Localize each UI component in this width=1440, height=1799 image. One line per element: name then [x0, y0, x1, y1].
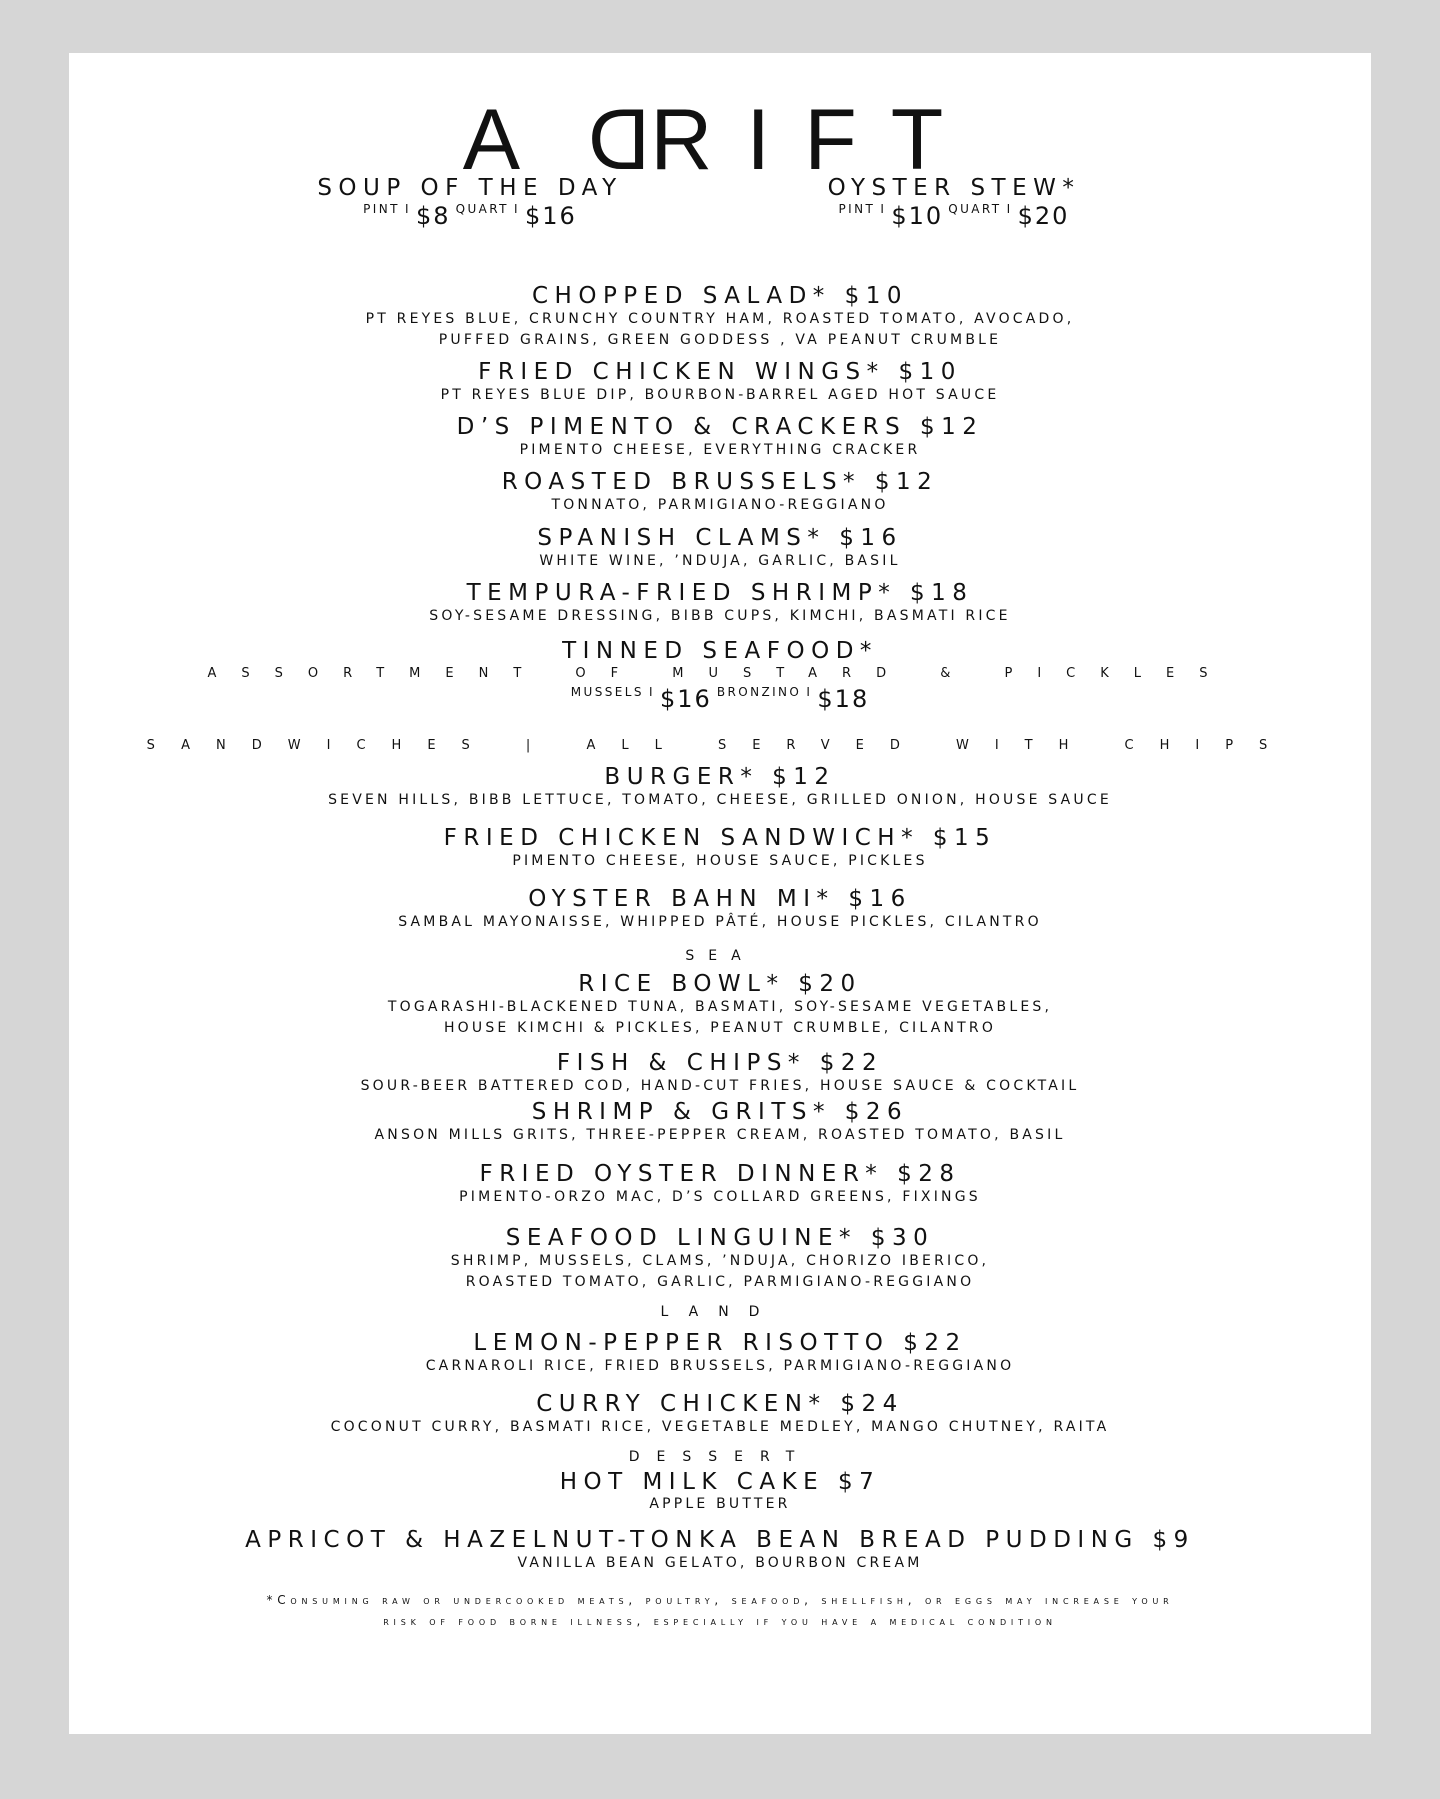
- item-desc: PT REYES BLUE, CRUNCHY COUNTRY HAM, ROASTED TOMATO, AVOCADO,: [365, 311, 1075, 327]
- item-title: LEMON-PEPPER RISOTTO $22: [473, 1330, 967, 1356]
- separator: I: [880, 202, 887, 216]
- soup-pint-label: PINT: [363, 202, 400, 216]
- tinned-subtitle: ASSORTMENT OF MUSTARD & PICKLES: [207, 666, 1233, 681]
- item-title: SHRIMP & GRITS* $26: [531, 1099, 909, 1125]
- stew-title: OYSTER STEW*: [827, 175, 1081, 201]
- logo-letter: I: [746, 92, 805, 188]
- item-title: FRIED CHICKEN SANDWICH* $15: [443, 825, 997, 851]
- item-desc: SOUR-BEER BATTERED COD, HAND-CUT FRIES, HOUSE SAUCE & COCKTAIL: [360, 1078, 1080, 1094]
- item-title: FRIED CHICKEN WINGS* $10: [478, 359, 962, 385]
- item-desc: TONNATO, PARMIGIANO-REGGIANO: [551, 497, 889, 513]
- soup-title: SOUP OF THE DAY: [317, 175, 623, 201]
- separator: I: [513, 202, 520, 216]
- logo-letter: T: [890, 92, 978, 188]
- soup-prices: [290, 202, 650, 230]
- soup-quart-price: $16: [525, 202, 577, 230]
- bronzino-label: BRONZINO: [716, 685, 802, 699]
- item-title: RICE BOWL* $20: [578, 971, 862, 997]
- separator: I: [1006, 202, 1013, 216]
- land-header: LAND: [660, 1304, 780, 1320]
- item-desc: CARNAROLI RICE, FRIED BRUSSELS, PARMIGIANO-REGGIANO: [425, 1358, 1015, 1374]
- separator: I: [648, 685, 655, 699]
- item-desc: SHRIMP, MUSSELS, CLAMS, ’NDUJA, CHORIZO IBERICO,: [450, 1253, 990, 1269]
- item-title: CHOPPED SALAD* $10: [531, 283, 908, 309]
- item-desc: ROASTED TOMATO, GARLIC, PARMIGIANO-REGGIANO: [465, 1274, 975, 1290]
- stew-quart-price: $20: [1017, 202, 1070, 230]
- stew-prices: [774, 202, 1134, 230]
- item-desc: VANILLA BEAN GELATO, BOURBON CREAM: [517, 1555, 923, 1571]
- item-title: ROASTED BRUSSELS* $12: [501, 469, 939, 495]
- item-desc: ANSON MILLS GRITS, THREE-PEPPER CREAM, ROASTED TOMATO, BASIL: [374, 1127, 1066, 1143]
- separator: I: [404, 202, 411, 216]
- item-desc: PUFFED GRAINS, GREEN GODDESS , VA PEANUT CRUMBLE: [438, 332, 1002, 348]
- mussels-price: $16: [659, 685, 712, 713]
- item-title: APRICOT & HAZELNUT-TONKA BEAN BREAD PUDDING $9: [245, 1527, 1195, 1553]
- tinned-prices: [69, 685, 1371, 713]
- item-title: FRIED OYSTER DINNER* $28: [479, 1161, 961, 1187]
- tinned-title: TINNED SEAFOOD*: [562, 638, 878, 664]
- item-desc: TOGARASHI-BLACKENED TUNA, BASMATI, SOY-SESAME VEGETABLES,: [387, 999, 1053, 1015]
- item-desc: SAMBAL MAYONAISSE, WHIPPED PÂTÉ, HOUSE PICKLES, CILANTRO: [398, 914, 1042, 930]
- logo-letter: R: [650, 92, 747, 188]
- separator: I: [806, 685, 813, 699]
- sandwiches-header: SANDWICHES | ALL SERVED WITH CHIPS: [146, 738, 1294, 753]
- item-title: FISH & CHIPS* $22: [556, 1050, 884, 1076]
- item-title: BURGER* $12: [604, 764, 836, 790]
- item-desc: PIMENTO CHEESE, HOUSE SAUCE, PICKLES: [512, 853, 928, 869]
- item-desc: SOY-SESAME DRESSING, BIBB CUPS, KIMCHI, BASMATI RICE: [429, 608, 1011, 624]
- menu-page: [69, 53, 1371, 1734]
- sea-header: SEA: [685, 948, 755, 964]
- item-desc: PIMENTO CHEESE, EVERYTHING CRACKER: [519, 442, 921, 458]
- logo-letter: F: [804, 92, 891, 188]
- stew-quart-label: QUART: [948, 202, 1002, 216]
- item-desc: SEVEN HILLS, BIBB LETTUCE, TOMATO, CHEESE, GRILLED ONION, HOUSE SAUCE: [328, 792, 1112, 808]
- logo-letter: A: [462, 92, 555, 188]
- stew-pint-label: PINT: [838, 202, 876, 216]
- item-title: TEMPURA-FRIED SHRIMP* $18: [466, 580, 974, 606]
- item-desc: WHITE WINE, ’NDUJA, GARLIC, BASIL: [539, 553, 901, 569]
- logo-letter: D: [554, 92, 651, 188]
- item-title: HOT MILK CAKE $7: [559, 1469, 881, 1495]
- footnote: *Consuming raw or undercooked meats, poultry, seafood, shellfish, or eggs may increase your: [266, 1593, 1174, 1607]
- item-title: SEAFOOD LINGUINE* $30: [505, 1225, 935, 1251]
- item-desc: PIMENTO-ORZO MAC, D’S COLLARD GREENS, FIXINGS: [459, 1189, 981, 1205]
- soup-quart-label: QUART: [455, 202, 509, 216]
- item-title: SPANISH CLAMS* $16: [537, 525, 903, 551]
- item-desc: APPLE BUTTER: [649, 1496, 791, 1512]
- item-title: D’S PIMENTO & CRACKERS $12: [456, 414, 984, 440]
- mussels-label: MUSSELS: [570, 685, 644, 699]
- item-desc: HOUSE KIMCHI & PICKLES, PEANUT CRUMBLE, CILANTRO: [443, 1020, 997, 1036]
- footnote: risk of food borne illness, especially if you have a medical condition: [383, 1614, 1057, 1628]
- item-title: CURRY CHICKEN* $24: [536, 1391, 904, 1417]
- dessert-header: DESSERT: [628, 1449, 812, 1465]
- soup-pint-price: $8: [416, 202, 451, 230]
- bronzino-price: $18: [817, 685, 870, 713]
- item-desc: PT REYES BLUE DIP, BOURBON-BARREL AGED HOT SAUCE: [440, 387, 1000, 403]
- stew-pint-price: $10: [891, 202, 944, 230]
- item-desc: COCONUT CURRY, BASMATI RICE, VEGETABLE MEDLEY, MANGO CHUTNEY, RAITA: [330, 1419, 1110, 1435]
- item-title: OYSTER BAHN MI* $16: [528, 886, 912, 912]
